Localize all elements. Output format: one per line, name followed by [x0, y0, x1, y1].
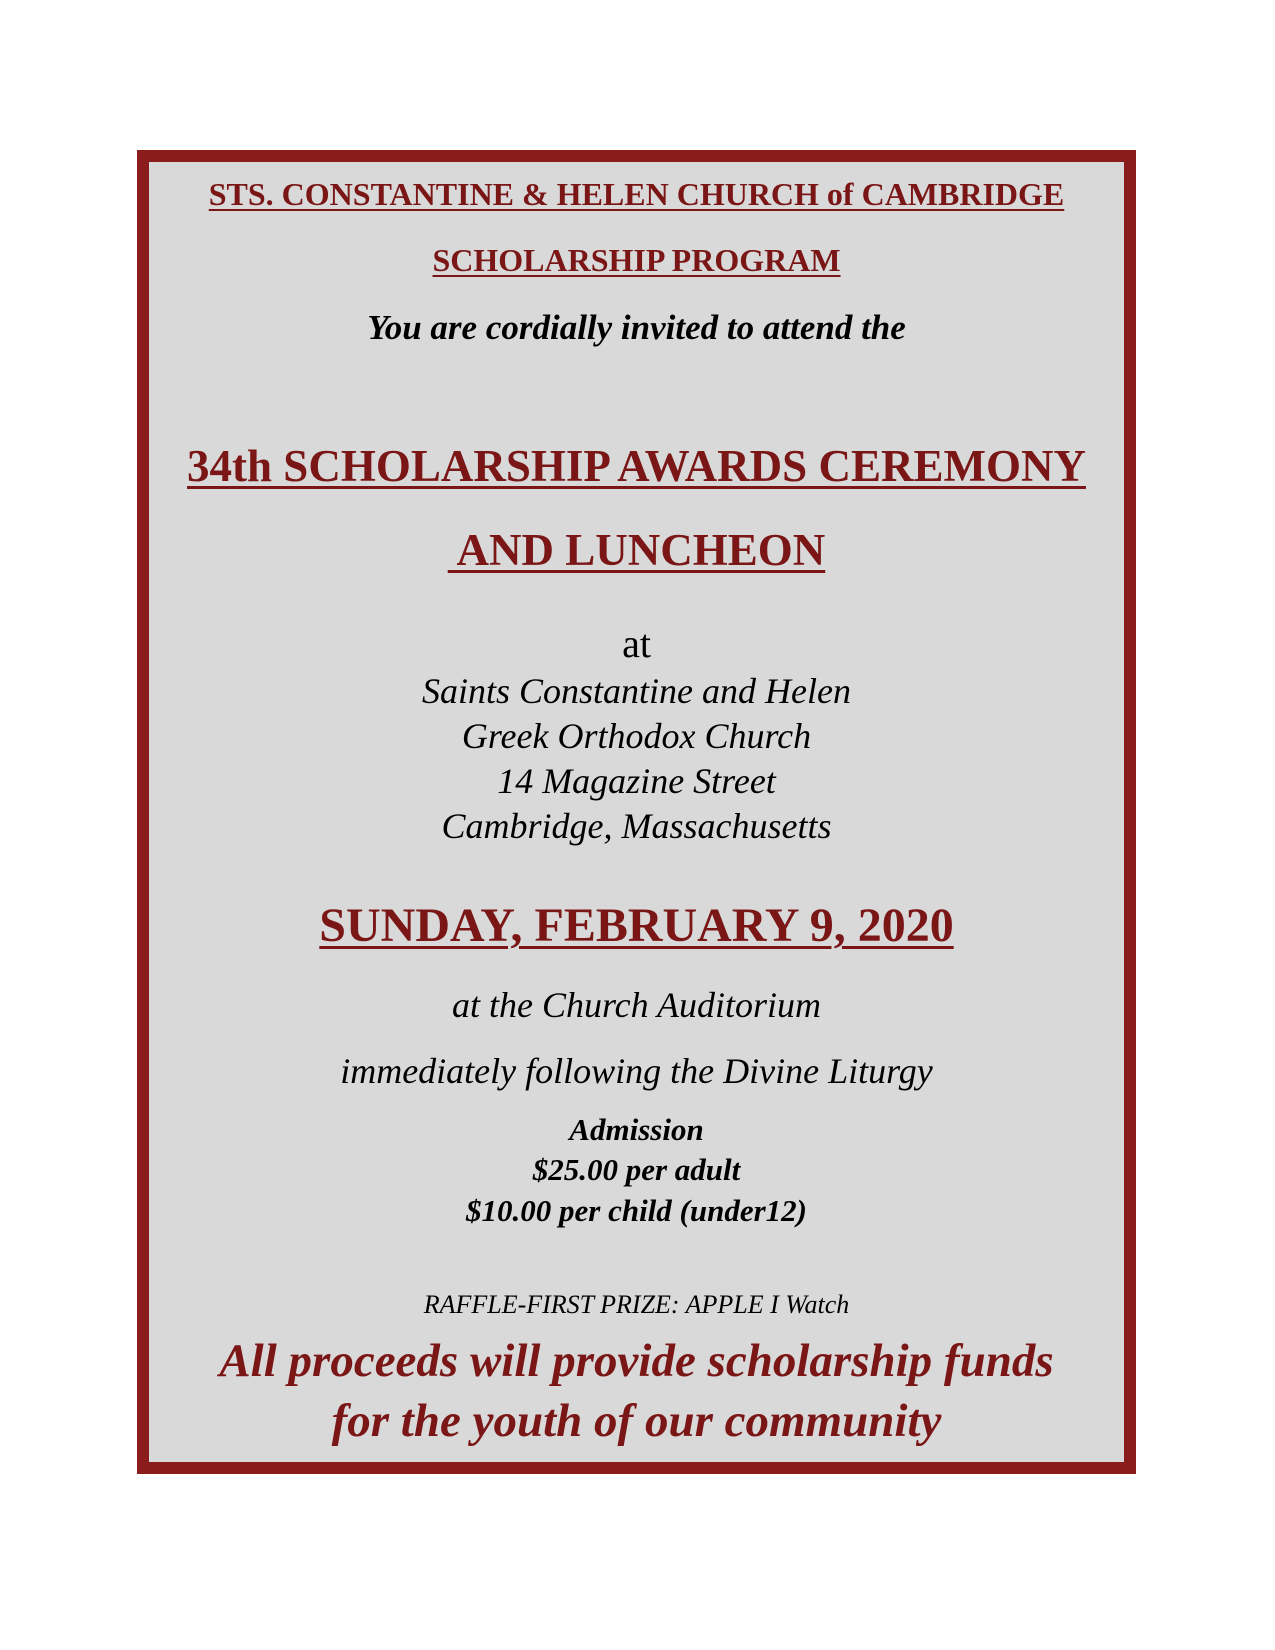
- address-line-3: 14 Magazine Street: [497, 761, 776, 801]
- address-line-2: Greek Orthodox Church: [461, 716, 812, 756]
- program-header: SCHOLARSHIP PROGRAM: [432, 242, 841, 278]
- invitation-text: You are cordially invited to attend the: [367, 308, 906, 347]
- event-timing: immediately following the Divine Liturgy: [340, 1051, 933, 1091]
- proceeds-line-1: All proceeds will provide scholarship funds: [219, 1335, 1054, 1387]
- event-title-line-1: 34th SCHOLARSHIP AWARDS CEREMONY: [187, 441, 1086, 491]
- proceeds-line-2: for the youth of our community: [331, 1395, 942, 1447]
- invitation-flyer: [137, 150, 1136, 1474]
- address-line-1: Saints Constantine and Helen: [422, 671, 851, 711]
- event-location: at the Church Auditorium: [452, 985, 821, 1025]
- at-label: at: [622, 621, 651, 666]
- event-date: SUNDAY, FEBRUARY 9, 2020: [319, 899, 954, 952]
- admission-child-price: $10.00 per child (under12): [466, 1193, 807, 1228]
- admission-heading: Admission: [569, 1112, 704, 1147]
- address-line-4: Cambridge, Massachusetts: [441, 806, 832, 846]
- event-title-line-2: AND LUNCHEON: [447, 525, 826, 575]
- church-header: STS. CONSTANTINE & HELEN CHURCH of CAMBRIDGE: [208, 176, 1065, 212]
- admission-adult-price: $25.00 per adult: [532, 1152, 741, 1187]
- raffle-prize: RAFFLE-FIRST PRIZE: APPLE I Watch: [423, 1290, 850, 1319]
